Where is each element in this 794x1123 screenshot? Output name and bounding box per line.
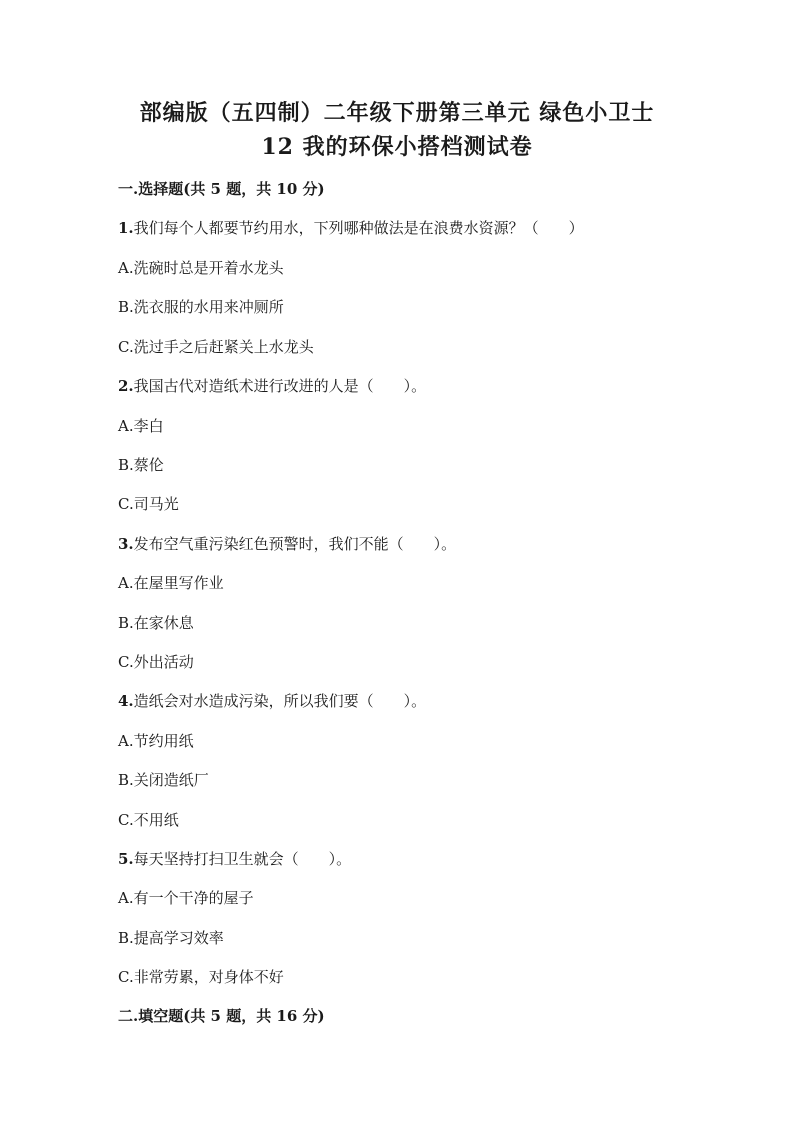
question-text: 我国古代对造纸术进行改进的人是（ ）。	[133, 377, 427, 395]
option-4c: C.不用纸	[118, 811, 179, 829]
option-1b: B.洗衣服的水用来冲厕所	[118, 298, 284, 316]
question-2	[118, 375, 426, 396]
question-text: 造纸会对水造成污染，所以我们要（ ）。	[133, 692, 427, 710]
option-5c: C.非常劳累，对身体不好	[118, 968, 284, 986]
exam-title-line2: 12 我的环保小搭档测试卷	[261, 134, 533, 160]
question-text: 我们每个人都要节约用水，下列哪种做法是在浪费水资源？（ ）	[133, 219, 584, 237]
question-number: 1.	[118, 219, 134, 237]
question-number: 5.	[118, 850, 134, 868]
section-heading-fill: 二.填空题(共 5 题，共 16 分)	[118, 1007, 325, 1025]
option-3b: B.在家休息	[118, 614, 194, 632]
option-4a: A.节约用纸	[118, 732, 194, 750]
option-1a: A.洗碗时总是开着水龙头	[118, 259, 284, 277]
option-1c: C.洗过手之后赶紧关上水龙头	[118, 338, 314, 356]
question-4	[118, 690, 426, 711]
option-5b: B.提高学习效率	[118, 929, 224, 947]
option-2a: A.李白	[118, 417, 164, 435]
option-2b: B.蔡伦	[118, 456, 164, 474]
question-text: 发布空气重污染红色预警时，我们不能（ ）。	[133, 535, 457, 553]
question-5	[118, 848, 351, 869]
question-number: 2.	[118, 377, 134, 395]
question-number: 4.	[118, 692, 134, 710]
section-heading-choice: 一.选择题(共 5 题，共 10 分)	[118, 180, 325, 198]
option-4b: B.关闭造纸厂	[118, 771, 209, 789]
question-1	[118, 217, 584, 238]
question-number: 3.	[118, 535, 134, 553]
question-3	[118, 533, 456, 554]
option-3c: C.外出活动	[118, 653, 194, 671]
option-5a: A.有一个干净的屋子	[118, 889, 254, 907]
option-3a: A.在屋里写作业	[118, 574, 224, 592]
question-text: 每天坚持打扫卫生就会（ ）。	[133, 850, 352, 868]
option-2c: C.司马光	[118, 495, 179, 513]
exam-title-line1: 部编版（五四制）二年级下册第三单元 绿色小卫士	[139, 100, 655, 126]
